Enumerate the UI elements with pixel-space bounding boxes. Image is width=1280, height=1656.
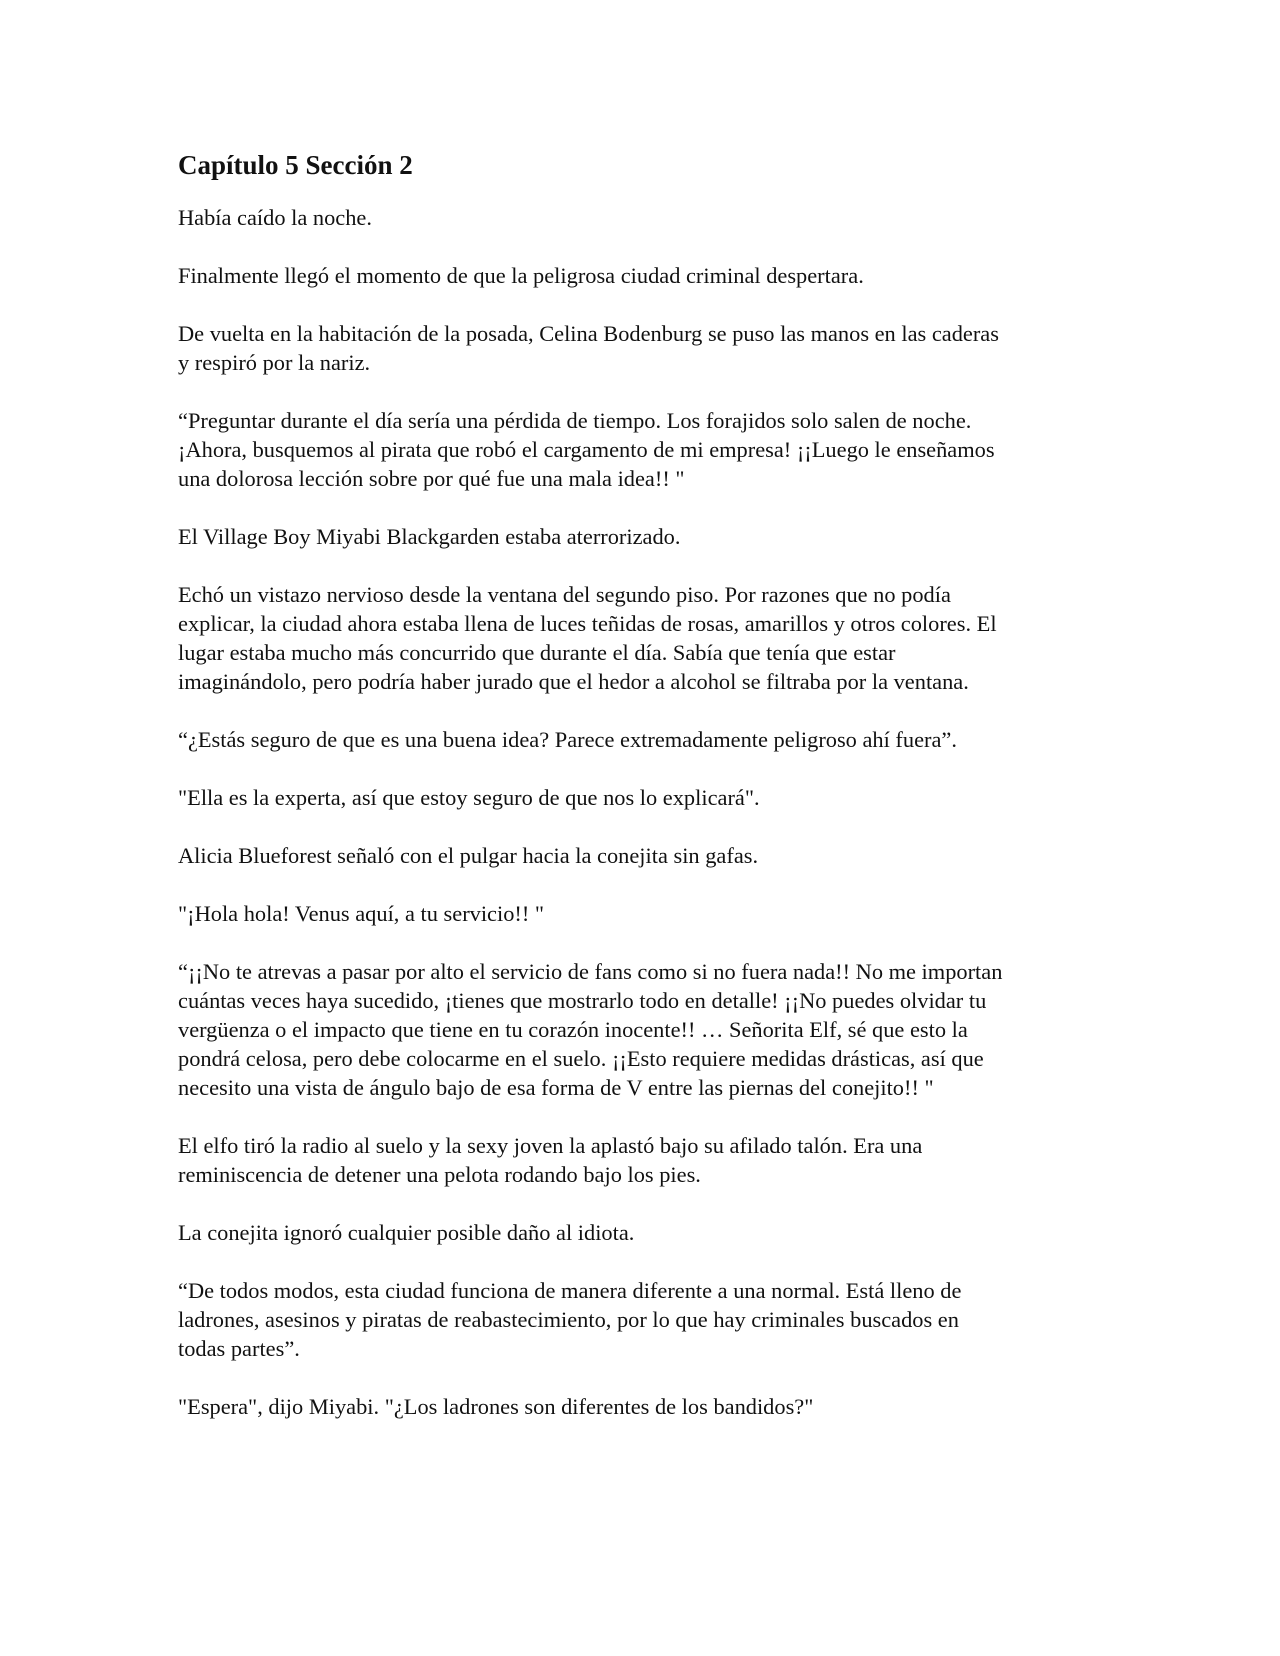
paragraph: La conejita ignoró cualquier posible daño al idiota. — [178, 1220, 635, 1245]
paragraph: "Espera", dijo Miyabi. "¿Los ladrones son diferentes de los bandidos?" — [178, 1394, 814, 1419]
paragraph: “¡¡No te atrevas a pasar por alto el servicio de fans como si no fuera nada!! No me importan cuántas veces haya sucedido, ¡tienes que mostrarlo todo en detalle! ¡¡No puedes olvidar tu vergüenza o el impacto que tiene en tu corazón inocente!! … Señorita Elf, sé que esto la pondrá celosa, pero debe colocarme en el suelo. ¡¡Esto requiere medidas drásticas, así que necesito una vista de ángulo bajo de esa forma de V entre las piernas del conejito!! " — [178, 959, 1003, 1100]
paragraph: “Preguntar durante el día sería una pérdida de tiempo. Los forajidos solo salen de noche. ¡Ahora, busquemos al pirata que robó el cargamento de mi empresa! ¡¡Luego le enseñamos una dolorosa lección sobre por qué fue una mala idea!! " — [178, 408, 995, 491]
paragraph: "Ella es la experta, así que estoy seguro de que nos lo explicará". — [178, 785, 760, 810]
paragraph: El Village Boy Miyabi Blackgarden estaba aterrorizado. — [178, 524, 681, 549]
paragraph: “De todos modos, esta ciudad funciona de manera diferente a una normal. Está lleno de ladrones, asesinos y piratas de reabastecimiento, por lo que hay criminales buscados en todas partes”. — [178, 1278, 962, 1361]
paragraph: Echó un vistazo nervioso desde la ventana del segundo piso. Por razones que no podía explicar, la ciudad ahora estaba llena de luces teñidas de rosas, amarillos y otros colores. El lugar estaba mucho más concurrido que durante el día. Sabía que tenía que estar imaginándolo, pero podría haber jurado que el hedor a alcohol se filtraba por la ventana. — [178, 582, 997, 694]
paragraph: “¿Estás seguro de que es una buena idea? Parece extremadamente peligroso ahí fuera”. — [178, 727, 957, 752]
paragraph: De vuelta en la habitación de la posada, Celina Bodenburg se puso las manos en las caderas y respiró por la nariz. — [178, 321, 999, 375]
document-page — [178, 148, 1118, 1450]
paragraph: "¡Hola hola! Venus aquí, a tu servicio!! " — [178, 901, 545, 926]
chapter-title: Capítulo 5 Sección 2 — [178, 150, 413, 180]
paragraph: Había caído la noche. — [178, 205, 372, 230]
paragraph: El elfo tiró la radio al suelo y la sexy joven la aplastó bajo su afilado talón. Era una reminiscencia de detener una pelota rodando bajo los pies. — [178, 1133, 923, 1187]
paragraph: Alicia Blueforest señaló con el pulgar hacia la conejita sin gafas. — [178, 843, 759, 868]
paragraph: Finalmente llegó el momento de que la peligrosa ciudad criminal despertara. — [178, 263, 864, 288]
